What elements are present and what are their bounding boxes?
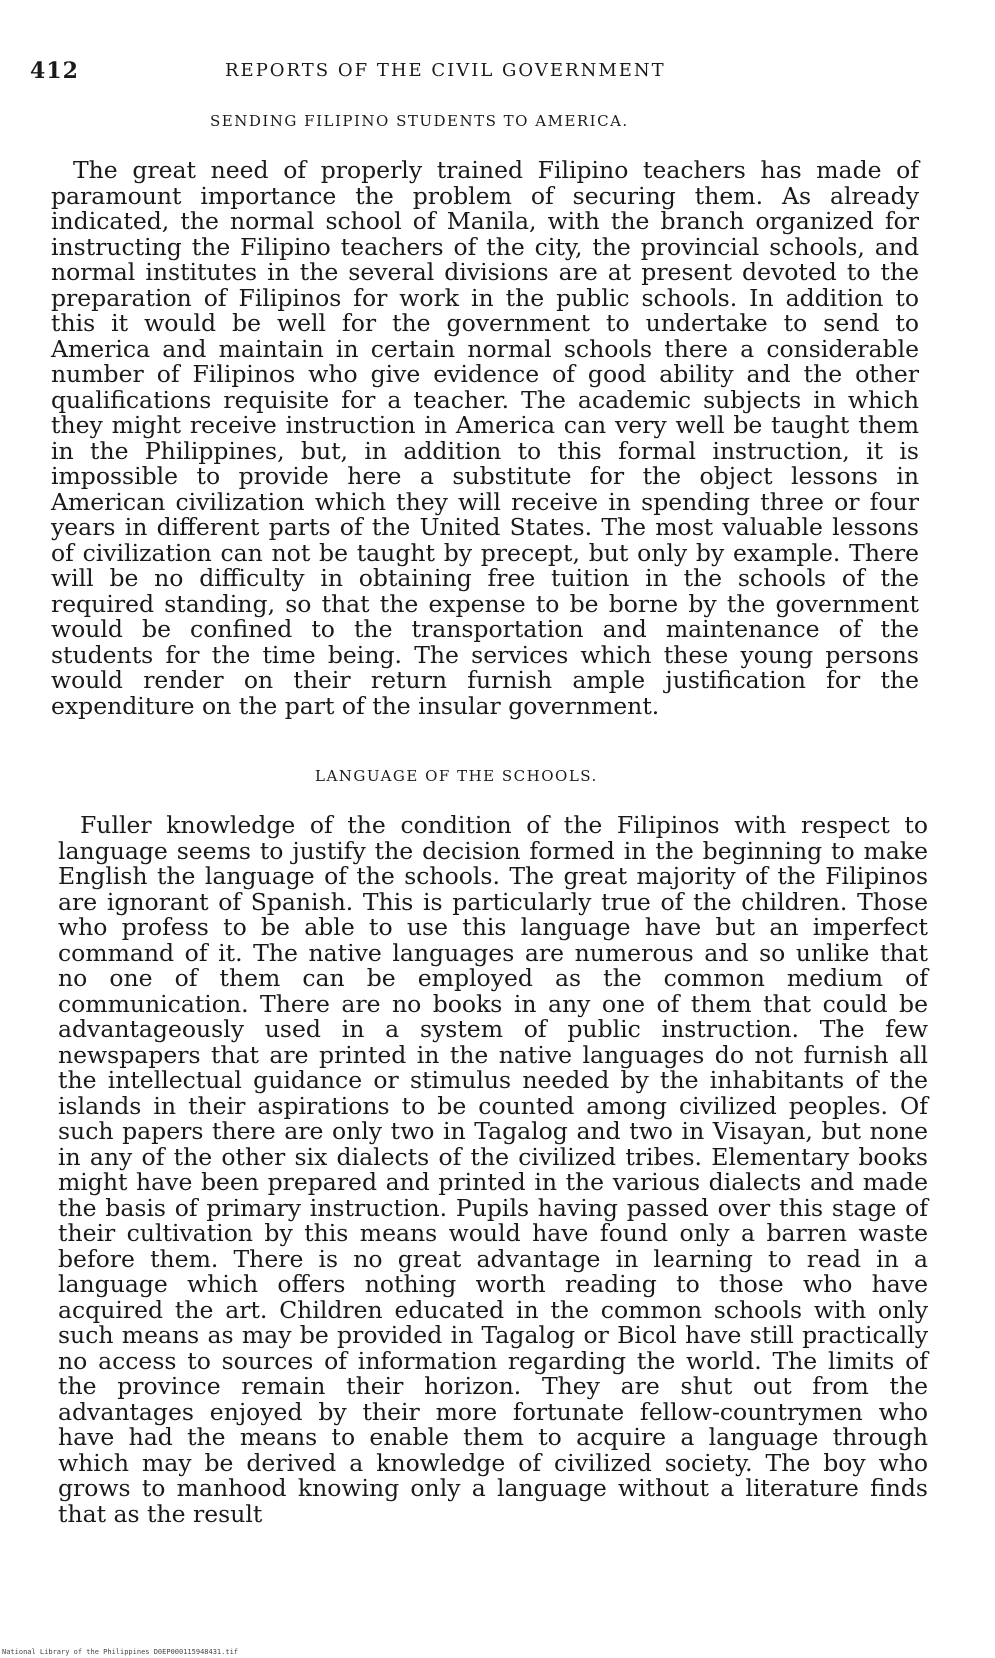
section-body-language-of-schools	[58, 813, 928, 1527]
section-title-sending-students: SENDING FILIPINO STUDENTS TO AMERICA.	[210, 112, 629, 130]
running-head: REPORTS OF THE CIVIL GOVERNMENT	[225, 60, 666, 81]
page-number: 412	[30, 58, 79, 84]
paragraph-text: Fuller knowledge of the condition of the Filipinos with respect to language seems to justify the decision formed in the beginning to make English the language of the schools. The great majority of the Filipinos are ignorant of Spanish. This is particularly true of the children. Those who profess to be able to use this language have but an imperfect command of it. The native languages are numerous and so unlike that no one of them can be employed as the common medium of communication. There are no books in any one of them that could be advantageously used in a system of public instruction. The few newspapers that are printed in the native languages do not furnish all the intellectual guidance or stimulus needed by the inhabitants of the islands in their aspirations to be counted among civilized peoples. Of such papers there are only two in Tagalog and two in Visayan, but none in any of the other six dialects of the civilized tribes. Elementary books might have been prepared and printed in the various dialects and made the basis of primary instruction. Pupils having passed over this stage of their cultivation by this means would have found only a barren waste before them. There is no great advantage in learning to read in a language which offers nothing worth reading to those who have acquired the art. Children educated in the common schools with only such means as may be provided in Tagalog or Bicol have still practically no access to sources of information regarding the world. The limits of the province remain their horizon. They are shut out from the advantages enjoyed by their more fortunate fellow-countrymen who have had the means to enable them to acquire a language through which may be derived a knowledge of civilized society. The boy who grows to manhood knowing only a language without a literature finds that as the result	[58, 811, 928, 1528]
paragraph-text: The great need of properly trained Filipino teachers has made of paramount importance the problem of securing them. As already indicated, the normal school of Manila, with the branch organized for instructing the Filipino teachers of the city, the provincial schools, and normal institutes in the several divisions are at present devoted to the preparation of Filipinos for work in the public schools. In addition to this it would be well for the government to undertake to send to America and maintain in certain normal schools there a considerable number of Filipinos who give evidence of good ability and the other qualifications requisite for a teacher. The academic subjects in which they might receive instruction in America can very well be taught them in the Philippines, but, in addition to this formal instruction, it is impossible to provide here a substitute for the object lessons in American civilization which they will receive in spending three or four years in different parts of the United States. The most valuable lessons of civilization can not be taught by precept, but only by example. There will be no difficulty in obtaining free tuition in the schools of the required standing, so that the expense to be borne by the government would be confined to the transportation and maintenance of the students for the time being. The services which these young persons would render on their return furnish ample justification for the expenditure on the part of the insular government.	[51, 156, 919, 720]
page-header	[30, 58, 730, 88]
section-title-language-of-schools: LANGUAGE OF THE SCHOOLS.	[315, 767, 598, 785]
section-body-sending-students	[51, 158, 919, 719]
scan-footer-note: National Library of the Philippines D0EP000115948431.tif	[2, 1648, 239, 1656]
